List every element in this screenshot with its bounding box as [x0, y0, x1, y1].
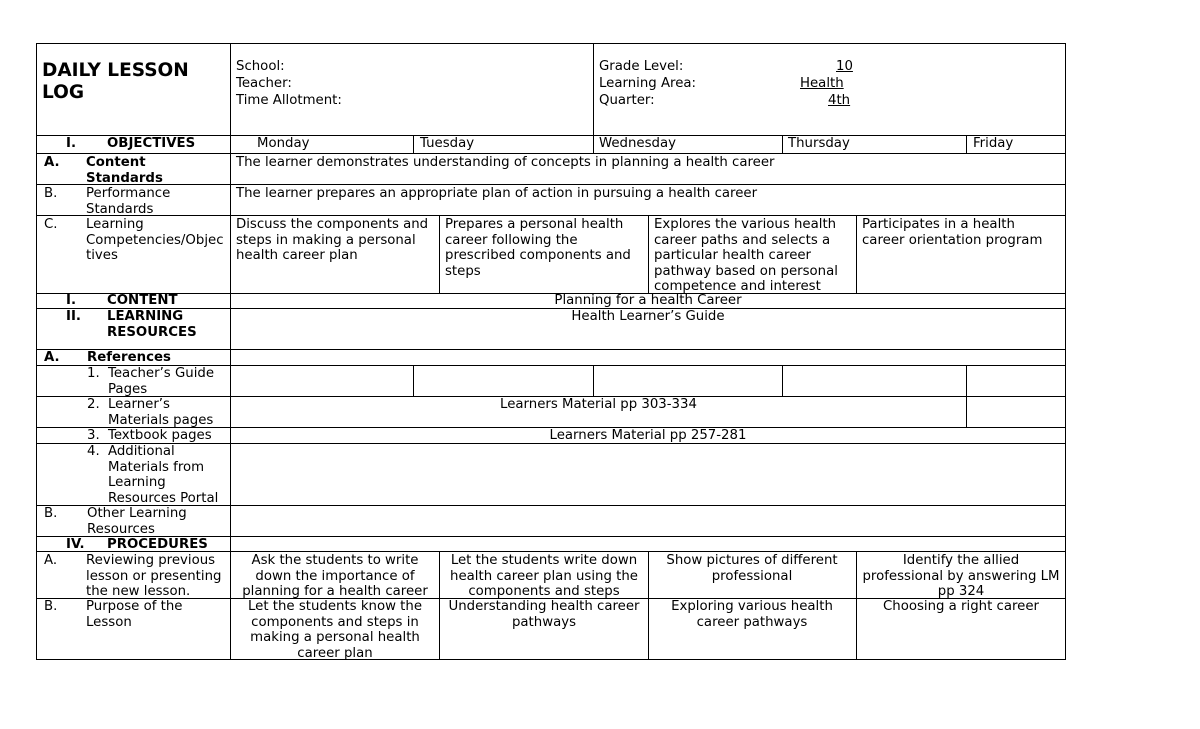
learning-area-value: Health [800, 76, 844, 91]
school-label: School: [236, 59, 285, 74]
competency-wednesday: Explores the various health career paths and selects a particular health career pathway based on personal competence and interest [654, 217, 838, 294]
review-monday: Ask the students to write down the importance of planning for a health career [242, 553, 428, 599]
content-standards-text: The learner demonstrates understanding of concepts in planning a health career [236, 155, 775, 170]
additional-materials-number: 4. [87, 444, 100, 459]
grade-level-label: Grade Level: [599, 59, 684, 74]
content-standards-label: Content Standards [86, 155, 163, 186]
purpose-letter: B. [44, 599, 58, 614]
textbook-value: Learners Material pp 257-281 [549, 428, 747, 443]
rule-days-bottom [36, 153, 1066, 154]
rule-header-mid [593, 43, 594, 154]
rule-label-col [230, 43, 231, 660]
content-number: I. [66, 293, 76, 308]
rule-top [36, 43, 1066, 44]
purpose-label: Purpose of the Lesson [86, 599, 183, 630]
rule-proc-2 [648, 551, 649, 660]
rule-resources-bottom [36, 349, 1066, 350]
rule-bottom [36, 659, 1066, 660]
performance-standards-letter: B. [44, 186, 58, 201]
other-resources-label: Other Learning Resources [87, 506, 187, 537]
purpose-monday: Let the students know the components and steps in making a personal health career plan [247, 599, 422, 661]
rule-tg-1 [413, 365, 414, 397]
rule-left [36, 43, 37, 660]
purpose-tuesday: Understanding health career pathways [448, 599, 640, 630]
rule-day-1 [413, 135, 414, 154]
resources-heading: LEARNING RESOURCES [107, 309, 197, 340]
rule-day-3 [782, 135, 783, 154]
day-thursday: Thursday [788, 136, 850, 151]
day-wednesday: Wednesday [599, 136, 676, 151]
rule-comp-1 [439, 215, 440, 294]
teacher-label: Teacher: [236, 76, 292, 91]
competencies-letter: C. [44, 217, 58, 232]
resources-number: II. [66, 309, 81, 324]
other-resources-letter: B. [44, 506, 58, 521]
learner-materials-number: 2. [87, 397, 100, 412]
content-standards-letter: A. [44, 155, 60, 170]
learning-area-label: Learning Area: [599, 76, 697, 91]
competencies-label: Learning Competencies/Objec tives [86, 217, 224, 263]
competency-monday: Discuss the components and steps in making a personal health career plan [236, 217, 429, 263]
rule-tg-3 [782, 365, 783, 397]
rule-right [1065, 43, 1066, 660]
textbook-number: 3. [87, 428, 100, 443]
teacher-guide-label: Teacher’s Guide Pages [108, 366, 215, 397]
competency-thursday: Participates in a health career orientation program [862, 217, 1043, 248]
rule-proc-1 [439, 551, 440, 660]
content-heading: CONTENT [107, 293, 178, 308]
rule-day-4 [966, 135, 967, 154]
procedures-number: IV. [66, 537, 85, 552]
teacher-guide-number: 1. [87, 366, 100, 381]
learner-materials-value: Learners Material pp 303-334 [500, 397, 697, 412]
content-value: Planning for a health Career [554, 293, 742, 308]
review-tuesday: Let the students write down health career plan using the components and steps [450, 553, 638, 599]
day-tuesday: Tuesday [420, 136, 475, 151]
review-thursday: Identify the allied professional by answering LM pp 324 [862, 553, 1060, 599]
quarter-label: Quarter: [599, 93, 655, 108]
rule-tg-4 [966, 365, 967, 428]
performance-standards-label: Performance Standards [86, 186, 171, 217]
textbook-label: Textbook pages [108, 428, 212, 443]
objectives-number: I. [66, 136, 76, 151]
review-wednesday: Show pictures of different professional [666, 553, 838, 584]
purpose-thursday: Choosing a right career [882, 599, 1039, 614]
page-title: DAILY LESSON LOG [42, 60, 189, 103]
learner-materials-label: Learner’s Materials pages [108, 397, 214, 428]
review-letter: A. [44, 553, 58, 568]
references-letter: A. [44, 350, 60, 365]
rule-comp-2 [648, 215, 649, 294]
performance-standards-text: The learner prepares an appropriate plan of action in pursuing a health career [236, 186, 758, 201]
competency-tuesday: Prepares a personal health career following the prescribed components and steps [445, 217, 631, 279]
rule-tg-2 [593, 365, 594, 397]
references-heading: References [87, 350, 171, 365]
purpose-wednesday: Exploring various health career pathways [671, 599, 833, 630]
additional-materials-label: Additional Materials from Learning Resources Portal [108, 444, 219, 506]
procedures-heading: PROCEDURES [107, 537, 208, 552]
rule-comp-3 [856, 215, 857, 294]
rule-proc-3 [856, 551, 857, 660]
time-allotment-label: Time Allotment: [236, 93, 342, 108]
review-label: Reviewing previous lesson or presenting the new lesson. [86, 553, 222, 599]
resources-value: Health Learner’s Guide [571, 309, 725, 324]
grade-level-value: 10 [836, 59, 853, 74]
day-monday: Monday [257, 136, 310, 151]
objectives-heading: OBJECTIVES [107, 136, 196, 151]
day-friday: Friday [973, 136, 1014, 151]
quarter-value: 4th [828, 93, 851, 108]
